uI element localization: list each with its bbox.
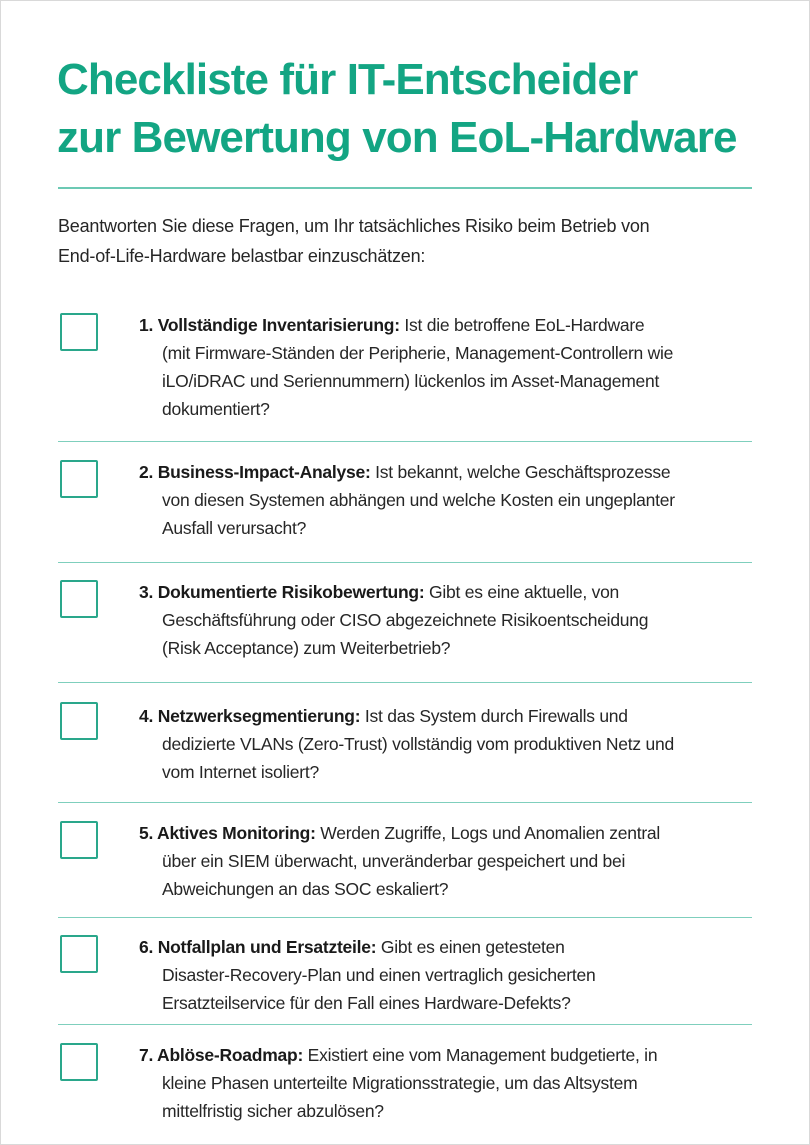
item-6-text	[139, 933, 769, 1017]
item-3-line-2: Geschäftsführung oder CISO abgezeichnete Risikoentscheidung	[162, 610, 649, 630]
item-1-heading: 1. Vollständige Inventarisierung:	[139, 315, 400, 335]
checkbox-item-1[interactable]	[60, 313, 98, 351]
item-4-line-3: vom Internet isoliert?	[162, 762, 319, 782]
item-1-line-4: dokumentiert?	[162, 399, 270, 419]
item-1-line-2: (mit Firmware-Ständen der Peripherie, Management-Controllern wie	[162, 343, 674, 363]
checkbox-item-4[interactable]	[60, 702, 98, 740]
checkbox-item-7[interactable]	[60, 1043, 98, 1081]
item-6-first-line: Gibt es einen getesteten	[376, 937, 565, 957]
intro-text	[58, 211, 758, 271]
item-3-line-3: (Risk Acceptance) zum Weiterbetrieb?	[162, 638, 451, 658]
item-divider-2	[58, 562, 752, 563]
item-4-first-line: Ist das System durch Firewalls und	[360, 706, 628, 726]
checkbox-item-5[interactable]	[60, 821, 98, 859]
item-5-line-2: über ein SIEM überwacht, unveränderbar gespeichert und bei	[162, 851, 626, 871]
title-line-1: Checkliste für IT-Entscheider	[57, 55, 638, 104]
item-5-first-line: Werden Zugriffe, Logs und Anomalien zentral	[315, 823, 661, 843]
item-7-line-2: kleine Phasen unterteilte Migrationsstrategie, um das Altsystem	[162, 1073, 638, 1093]
item-1-line-3: iLO/iDRAC und Seriennummern) lückenlos im Asset-Management	[162, 371, 660, 391]
item-divider-5	[58, 917, 752, 918]
item-2-line-2: von diesen Systemen abhängen und welche Kosten ein ungeplanter	[162, 490, 675, 510]
item-3-text	[139, 578, 769, 662]
item-2-heading: 2. Business-Impact-Analyse:	[139, 462, 371, 482]
intro-line-2: End-of-Life-Hardware belastbar einzuschätzen:	[58, 246, 426, 266]
item-divider-1	[58, 441, 752, 442]
page-title	[57, 51, 777, 167]
intro-line-1: Beantworten Sie diese Fragen, um Ihr tatsächliches Risiko beim Betrieb von	[58, 216, 650, 236]
title-line-2: zur Bewertung von EoL-Hardware	[57, 113, 737, 162]
item-5-heading: 5. Aktives Monitoring:	[139, 823, 316, 843]
item-3-heading: 3. Dokumentierte Risikobewertung:	[139, 582, 425, 602]
item-2-text	[139, 458, 769, 542]
item-1-first-line: Ist die betroffene EoL-Hardware	[399, 315, 645, 335]
item-divider-4	[58, 802, 752, 803]
item-2-line-3: Ausfall verursacht?	[162, 518, 307, 538]
item-1-text	[139, 311, 769, 423]
item-divider-3	[58, 682, 752, 683]
item-2-first-line: Ist bekannt, welche Geschäftsprozesse	[370, 462, 671, 482]
item-divider-6	[58, 1024, 752, 1025]
item-5-line-3: Abweichungen an das SOC eskaliert?	[162, 879, 449, 899]
item-4-heading: 4. Netzwerksegmentierung:	[139, 706, 361, 726]
checkbox-item-2[interactable]	[60, 460, 98, 498]
item-7-text	[139, 1041, 769, 1125]
item-3-first-line: Gibt es eine aktuelle, von	[424, 582, 620, 602]
item-6-line-2: Disaster-Recovery-Plan und einen vertraglich gesicherten	[162, 965, 596, 985]
item-4-text	[139, 702, 769, 786]
title-divider	[58, 187, 752, 189]
item-7-heading: 7. Ablöse-Roadmap:	[139, 1045, 304, 1065]
checkbox-item-3[interactable]	[60, 580, 98, 618]
checkbox-item-6[interactable]	[60, 935, 98, 973]
item-4-line-2: dedizierte VLANs (Zero-Trust) vollständig vom produktiven Netz und	[162, 734, 674, 754]
item-6-heading: 6. Notfallplan und Ersatzteile:	[139, 937, 377, 957]
item-5-text	[139, 819, 769, 903]
item-7-first-line: Existiert eine vom Management budgetierte, in	[303, 1045, 658, 1065]
item-7-line-3: mittelfristig sicher abzulösen?	[162, 1101, 384, 1121]
item-6-line-3: Ersatzteilservice für den Fall eines Hardware-Defekts?	[162, 993, 571, 1013]
